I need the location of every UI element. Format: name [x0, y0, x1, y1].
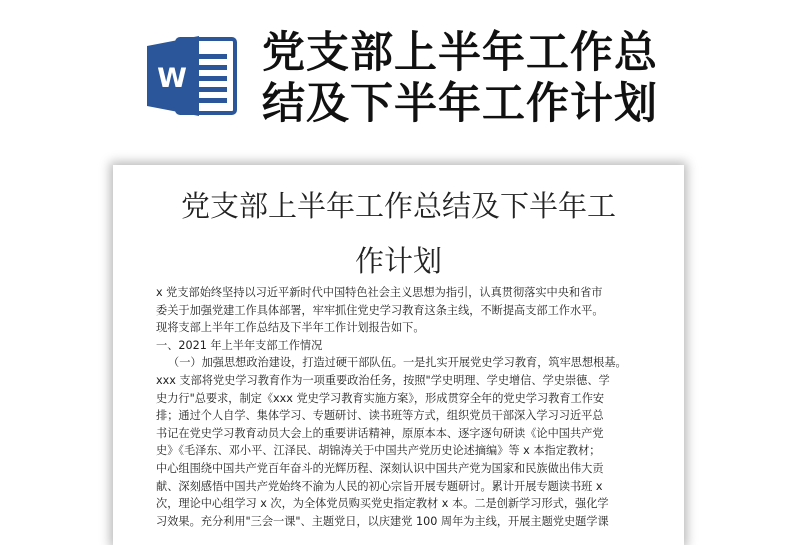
document-body	[156, 284, 648, 530]
body-line: 史力行"总要求，制定《xxx 党史学习教育实施方案》，形成贯穿全年的党史学习教育工作安	[156, 391, 605, 405]
banner-title	[262, 28, 782, 130]
document-title-line-1: 党支部上半年工作总结及下半年工	[180, 189, 616, 223]
document-title	[113, 179, 684, 289]
body-line: 次，理论中心组学习 x 次，为全体党员购买党史指定教材 x 本。二是创新学习形式，强化学	[156, 497, 609, 511]
body-line: 书记在党史学习教育动员大会上的重要讲话精神，原原本本、逐字逐句研读《论中国共产党	[156, 426, 604, 440]
body-line: 史》《毛泽东、邓小平、江泽民、胡锦涛关于中国共产党历史论述摘编》等 x 本指定教材；	[156, 444, 601, 458]
document-page	[113, 165, 684, 545]
body-line: 委关于加强党建工作具体部署，牢牢抓住党史学习教育这条主线，不断提高支部工作水平。	[156, 303, 604, 317]
banner	[0, 0, 800, 175]
body-line: 习效果。充分利用"三会一课"、主题党日，以庆建党 100 周年为主线，开展主题党史题学课	[156, 514, 609, 528]
document-title-line-2: 作计划	[354, 244, 442, 278]
body-line: 献、深刻感悟中国共产党始终不渝为人民的初心宗旨开展专题研讨。累计开展专题读书班 x	[156, 479, 603, 493]
body-line: xxx 支部将党史学习教育作为一项重要政治任务，按照"学史明理、学史增信、学史崇德、学	[156, 373, 610, 387]
section-heading: 一、2021 年上半年支部工作情况	[156, 338, 323, 352]
body-line: 中心组围绕中国共产党百年奋斗的光辉历程、深刻认识中国共产党为国家和民族做出伟大贡	[156, 461, 604, 475]
body-line: 排；通过个人自学、集体学习、专题研讨、读书班等方式，组织党员干部深入学习习近平总	[156, 409, 604, 423]
banner-title-line-1: 党支部上半年工作总	[262, 28, 658, 78]
body-line: 现将支部上半年工作总结及下半年工作计划报告如下。	[156, 321, 425, 335]
body-line: x 党支部始终坚持以习近平新时代中国特色社会主义思想为指引，认真贯彻落实中央和省市	[156, 286, 603, 299]
banner-title-line-2: 结及下半年工作计划	[262, 79, 658, 129]
word-logo-letter: W	[157, 63, 187, 94]
word-icon	[147, 34, 239, 118]
body-line: （一）加强思想政治建设，打造过硬干部队伍。一是扎实开展党史学习教育，筑牢思想根基。	[168, 356, 627, 370]
